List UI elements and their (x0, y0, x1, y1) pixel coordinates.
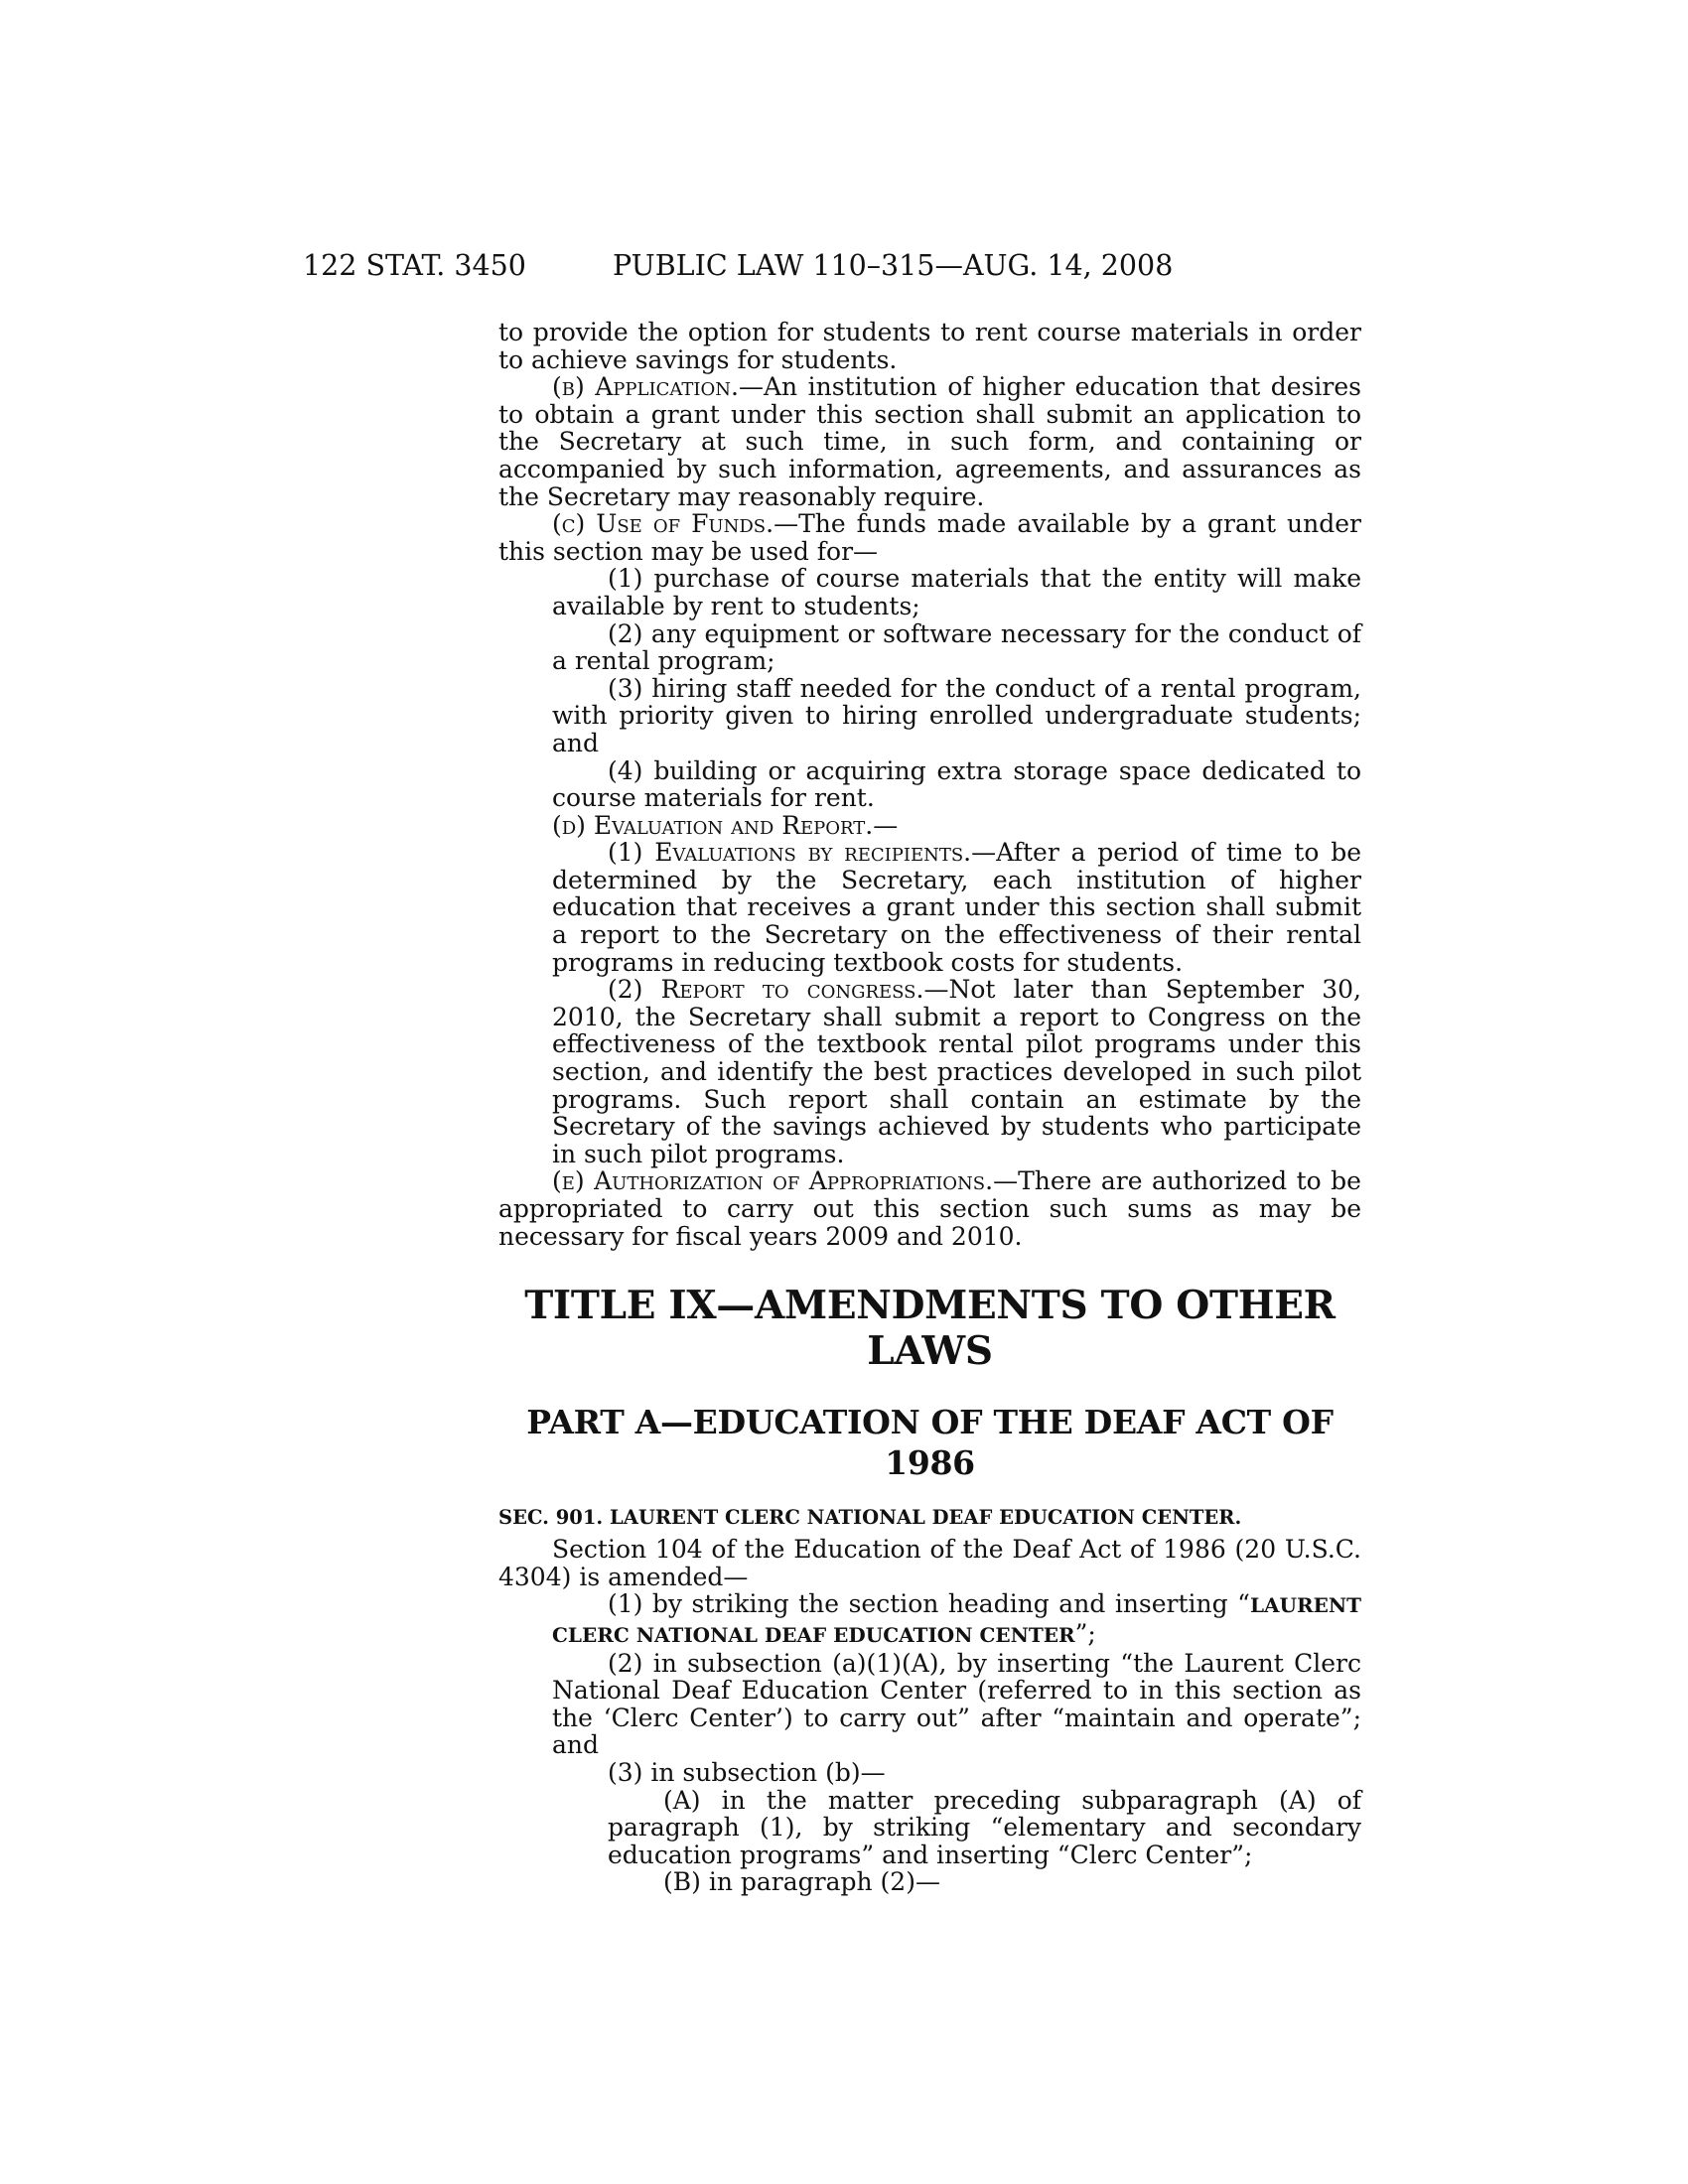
statute-page-number: 122 STAT. 3450 (303, 249, 526, 282)
title-ix-heading (498, 1283, 1361, 1374)
paragraph-d2 (552, 976, 1361, 1167)
paragraph-d1 (552, 839, 1361, 976)
subsection-b (498, 373, 1361, 510)
paragraph-c3: (3) hiring staff needed for the conduct of a rental program, with priority given to hiring enrolled undergraduate students; and (552, 673, 1361, 757)
item1-inserted-heading: LAURENT CLERC NATIONAL DEAF EDUCATION CENTER (552, 1593, 1361, 1647)
subsection-d-heading: (d) Evaluation and Report. (552, 810, 874, 840)
section-901-item3b: (B) in paragraph (2)— (663, 1867, 940, 1897)
section-901-heading: SEC. 901. LAURENT CLERC NATIONAL DEAF EDUCATION CENTER. (498, 1506, 1242, 1530)
subsection-c-heading: (c) Use of Funds. (552, 509, 774, 539)
subsection-b-heading: (b) Application. (552, 372, 739, 402)
part-a-line2: 1986 (885, 1443, 975, 1483)
section-901-item1 (552, 1590, 1361, 1649)
paragraph-c2: (2) any equipment or software necessary for the conduct of a rental program; (552, 618, 1361, 676)
section-901-item2: (2) in subsection (a)(1)(A), by inserting “the Laurent Clerc National Deaf Education Center (referred to in this section as the ‘Clerc Center’) to carry out” after “maintain and operate”; and (552, 1648, 1361, 1760)
paragraph-d1-text: —After a period of time to be determined by the Secretary, each institution of higher education that receives a grant under this section shall submit a report to the Secretary on the effectiveness of their rental programs in reducing textbook costs for students. (552, 838, 1361, 977)
paragraph-d2-heading: (2) Report to congress. (608, 975, 924, 1005)
title-ix-line1: TITLE IX—AMENDMENTS TO OTHER (524, 1283, 1336, 1329)
subsection-d (498, 812, 1361, 840)
document-body (498, 319, 1361, 1896)
section-901-item3a: (A) in the matter preceding subparagraph (A) of paragraph (1), by striking “elementary and secondary education programs” and inserting “Clerc Center”; (608, 1785, 1361, 1869)
paragraph-d1-heading: (1) Evaluations by recipients. (608, 838, 972, 868)
subsection-b-text: —An institution of higher education that desires to obtain a grant under this section shall submit an application to the Secretary at such time, in such form, and containing or accompanied by such information, agreements, and assurances as the Secretary may reasonably require. (498, 372, 1361, 511)
running-header (303, 246, 1296, 286)
subsection-c-text: —The funds made available by a grant under this section may be used for— (498, 509, 1361, 566)
section-901-item3: (3) in subsection (b)— (608, 1757, 886, 1787)
subsection-d-text: — (873, 810, 899, 840)
paragraph-d2-text: —Not later than September 30, 2010, the Secretary shall submit a report to Congress on the effectiveness of the textbook rental pilot programs under this section, and identify the best practices developed in such pilot programs. Such report shall contain an estimate by the Secretary of the savings achieved by students who participate in such pilot programs. (552, 975, 1361, 1168)
section-901-intro: Section 104 of the Education of the Deaf Act of 1986 (20 U.S.C. 4304) is amended— (498, 1535, 1361, 1591)
paragraph-c4: (4) building or acquiring extra storage space dedicated to course materials for rent. (552, 755, 1361, 813)
public-law-header: PUBLIC LAW 110–315—AUG. 14, 2008 (613, 249, 1174, 282)
paragraph-continuation: to provide the option for students to rent course materials in order to achieve savings for students. (498, 318, 1361, 374)
part-a-line1: PART A—EDUCATION OF THE DEAF ACT OF (526, 1403, 1334, 1442)
subsection-c (498, 510, 1361, 565)
subsection-e-heading: (e) Authorization of Appropriations. (552, 1166, 994, 1196)
subsection-e (498, 1167, 1361, 1250)
part-a-heading (498, 1402, 1361, 1483)
item1-text-a: (1) by striking the section heading and inserting “ (608, 1589, 1250, 1619)
paragraph-c1: (1) purchase of course materials that the entity will make available by rent to students; (552, 564, 1361, 620)
subsection-e-text: —There are authorized to be appropriated to carry out this section such sums as may be necessary for fiscal years 2009 and 2010. (498, 1166, 1361, 1251)
item1-text-b: ”; (1074, 1618, 1096, 1648)
title-ix-line2: LAWS (867, 1328, 993, 1375)
